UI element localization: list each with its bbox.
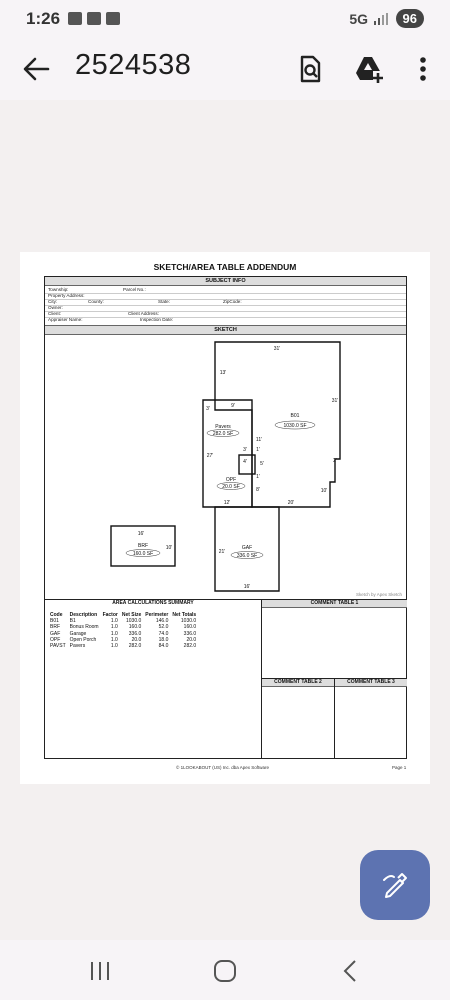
- copyright-text: © 1LOOKABOUT (US) Inc. dba Apex Software: [176, 765, 270, 770]
- cell-description: Open Porch: [69, 636, 97, 643]
- edit-fab-button[interactable]: [360, 850, 430, 920]
- addendum-frame: [44, 276, 407, 759]
- dim-3: 3': [206, 406, 210, 412]
- dim-1b: 1': [256, 474, 260, 480]
- cell-net-size: 336.0: [128, 630, 142, 637]
- subject-info-header: SUBJECT INFO: [45, 277, 406, 286]
- comment-tables: [261, 599, 407, 759]
- col-net-totals: Net Totals: [172, 612, 197, 618]
- comment-divider: [334, 678, 335, 759]
- cell-code: B01: [50, 618, 59, 625]
- table-row: [48, 643, 198, 649]
- cell-net-size: 282.0: [128, 643, 142, 650]
- cell-net-totals: 160.0: [183, 624, 197, 631]
- cell-net-totals: 336.0: [183, 630, 197, 637]
- parcel-label: Parcel No.:: [123, 287, 146, 292]
- col-net-size: Net Size: [121, 612, 142, 618]
- b01-area: 1030.0 SF: [283, 423, 307, 429]
- home-icon[interactable]: [210, 958, 240, 984]
- cell-description: Pavers: [69, 643, 86, 650]
- cell-factor: 1.0: [110, 643, 118, 650]
- page-number: Page 1: [392, 765, 407, 770]
- app-notification-icon: [68, 12, 82, 25]
- gaf-label: GAF: [241, 545, 253, 551]
- county-label: County:: [88, 299, 104, 304]
- area-calculations: [45, 599, 261, 759]
- page-title: 2524538: [75, 49, 192, 81]
- property-address-label: Property Address:: [48, 293, 85, 298]
- row-divider: [45, 311, 406, 312]
- cell-factor: 1.0: [110, 630, 118, 637]
- inspection-date-label: Inspection Date:: [140, 317, 174, 322]
- cell-code: BRF: [50, 624, 60, 631]
- cell-description: Garage: [69, 630, 87, 637]
- sketch-header: SKETCH: [45, 325, 406, 335]
- sketch-area: [45, 334, 406, 599]
- calc-header: AREA CALCULATIONS SUMMARY: [45, 600, 261, 607]
- owner-label: Owner:: [48, 305, 63, 310]
- calc-table: [48, 612, 198, 649]
- network-type: 5G: [349, 11, 368, 27]
- dim-27: 27': [206, 453, 214, 459]
- col-factor: Factor: [102, 612, 118, 618]
- more-vertical-icon[interactable]: [408, 54, 438, 84]
- cell-factor: 1.0: [110, 618, 118, 625]
- dim-16-gaf: 16': [243, 584, 251, 590]
- cell-net-totals: 282.0: [183, 643, 197, 650]
- notification-icons: [68, 12, 120, 25]
- comment-table-2-header: COMMENT TABLE 2: [262, 679, 334, 687]
- battery-level: 96: [396, 9, 424, 28]
- appraiser-label: Appraiser Name:: [48, 317, 83, 322]
- cell-code: PAVST: [50, 643, 66, 650]
- cell-net-size: 160.0: [128, 624, 142, 631]
- dim-8: 8': [256, 487, 260, 493]
- cell-perimeter: 84.0: [158, 643, 169, 650]
- cell-net-totals: 20.0: [186, 636, 197, 643]
- zip-label: ZipCode:: [223, 299, 242, 304]
- b01-label: B01: [290, 413, 300, 419]
- back-arrow-icon[interactable]: [20, 54, 52, 84]
- row-divider: [45, 317, 406, 318]
- document-search-icon[interactable]: [295, 54, 325, 84]
- cell-code: GAF: [50, 630, 61, 637]
- document-page[interactable]: [20, 252, 430, 784]
- township-label: Township:: [48, 287, 69, 292]
- col-description: Description: [69, 612, 98, 618]
- cell-perimeter: 18.0: [158, 636, 169, 643]
- cell-code: OPF: [50, 636, 61, 643]
- gaf-area: 336.0 SF: [236, 553, 258, 559]
- dim-10-brf: 10': [165, 545, 173, 551]
- dim-20: 20': [287, 500, 295, 506]
- dim-21: 21': [218, 549, 226, 555]
- dim-12: 12': [223, 500, 231, 506]
- dim-3b: 3': [243, 447, 247, 453]
- dim-13: 13': [219, 370, 227, 376]
- comment-table-1-header: COMMENT TABLE 1: [262, 600, 407, 608]
- signal-icon: [374, 13, 388, 25]
- opf-label: OPF: [225, 477, 237, 483]
- cell-net-size: 1030.0: [126, 618, 142, 625]
- pavers-area: 282.0 SF: [212, 431, 234, 437]
- brf-area: 160.0 SF: [132, 551, 154, 557]
- opf-area: 20.0 SF: [222, 484, 240, 490]
- col-code: Code: [50, 612, 63, 618]
- row-divider: [45, 305, 406, 306]
- cell-description: B1: [69, 618, 76, 625]
- cell-factor: 1.0: [110, 636, 118, 643]
- cell-factor: 1.0: [110, 624, 118, 631]
- cell-perimeter: 74.0: [158, 630, 169, 637]
- pavers-label: Pavers: [215, 424, 231, 430]
- back-nav-icon[interactable]: [336, 958, 366, 984]
- cell-net-totals: 1030.0: [180, 618, 197, 625]
- dim-11: 11': [255, 437, 263, 443]
- dim-9: 9': [231, 403, 235, 409]
- dim-31-right: 31': [331, 398, 339, 404]
- dim-31-top: 31': [273, 346, 281, 352]
- mail-notification-icon: [87, 12, 101, 25]
- brf-label: BRF: [138, 543, 148, 549]
- dim-4: 4': [243, 459, 247, 465]
- col-perimeter: Perimeter: [145, 612, 169, 618]
- dim-1a: 1': [256, 447, 260, 453]
- recent-apps-icon[interactable]: [85, 958, 115, 984]
- row-divider: [45, 293, 406, 294]
- dim-16-brf: 16': [137, 531, 145, 537]
- dim-2: 2': [333, 458, 337, 464]
- state-label: State:: [158, 299, 171, 304]
- drive-add-icon[interactable]: [354, 54, 384, 84]
- dim-5: 5': [260, 461, 264, 467]
- status-bar: [0, 0, 450, 38]
- sketch-watermark: Sketch by Apex Sketch: [355, 592, 402, 597]
- edit-pen-icon: [360, 850, 430, 920]
- client-label: Client:: [48, 311, 62, 316]
- status-time: 1:26: [26, 9, 61, 28]
- document-heading: SKETCH/AREA TABLE ADDENDUM: [153, 262, 297, 272]
- cell-perimeter: 52.0: [158, 624, 169, 631]
- comment-table-3-header: COMMENT TABLE 3: [335, 679, 407, 687]
- city-label: City:: [48, 299, 58, 304]
- dim-10: 10': [320, 488, 328, 494]
- app-bar: [0, 38, 450, 100]
- cell-description: Bonus Room: [69, 624, 99, 631]
- system-nav-bar: [0, 940, 450, 1000]
- cell-perimeter: 146.0: [155, 618, 169, 625]
- cell-net-size: 20.0: [131, 636, 142, 643]
- client-address-label: Client Address:: [128, 311, 159, 316]
- video-notification-icon: [106, 12, 120, 25]
- floor-plan-drawing: [45, 334, 406, 599]
